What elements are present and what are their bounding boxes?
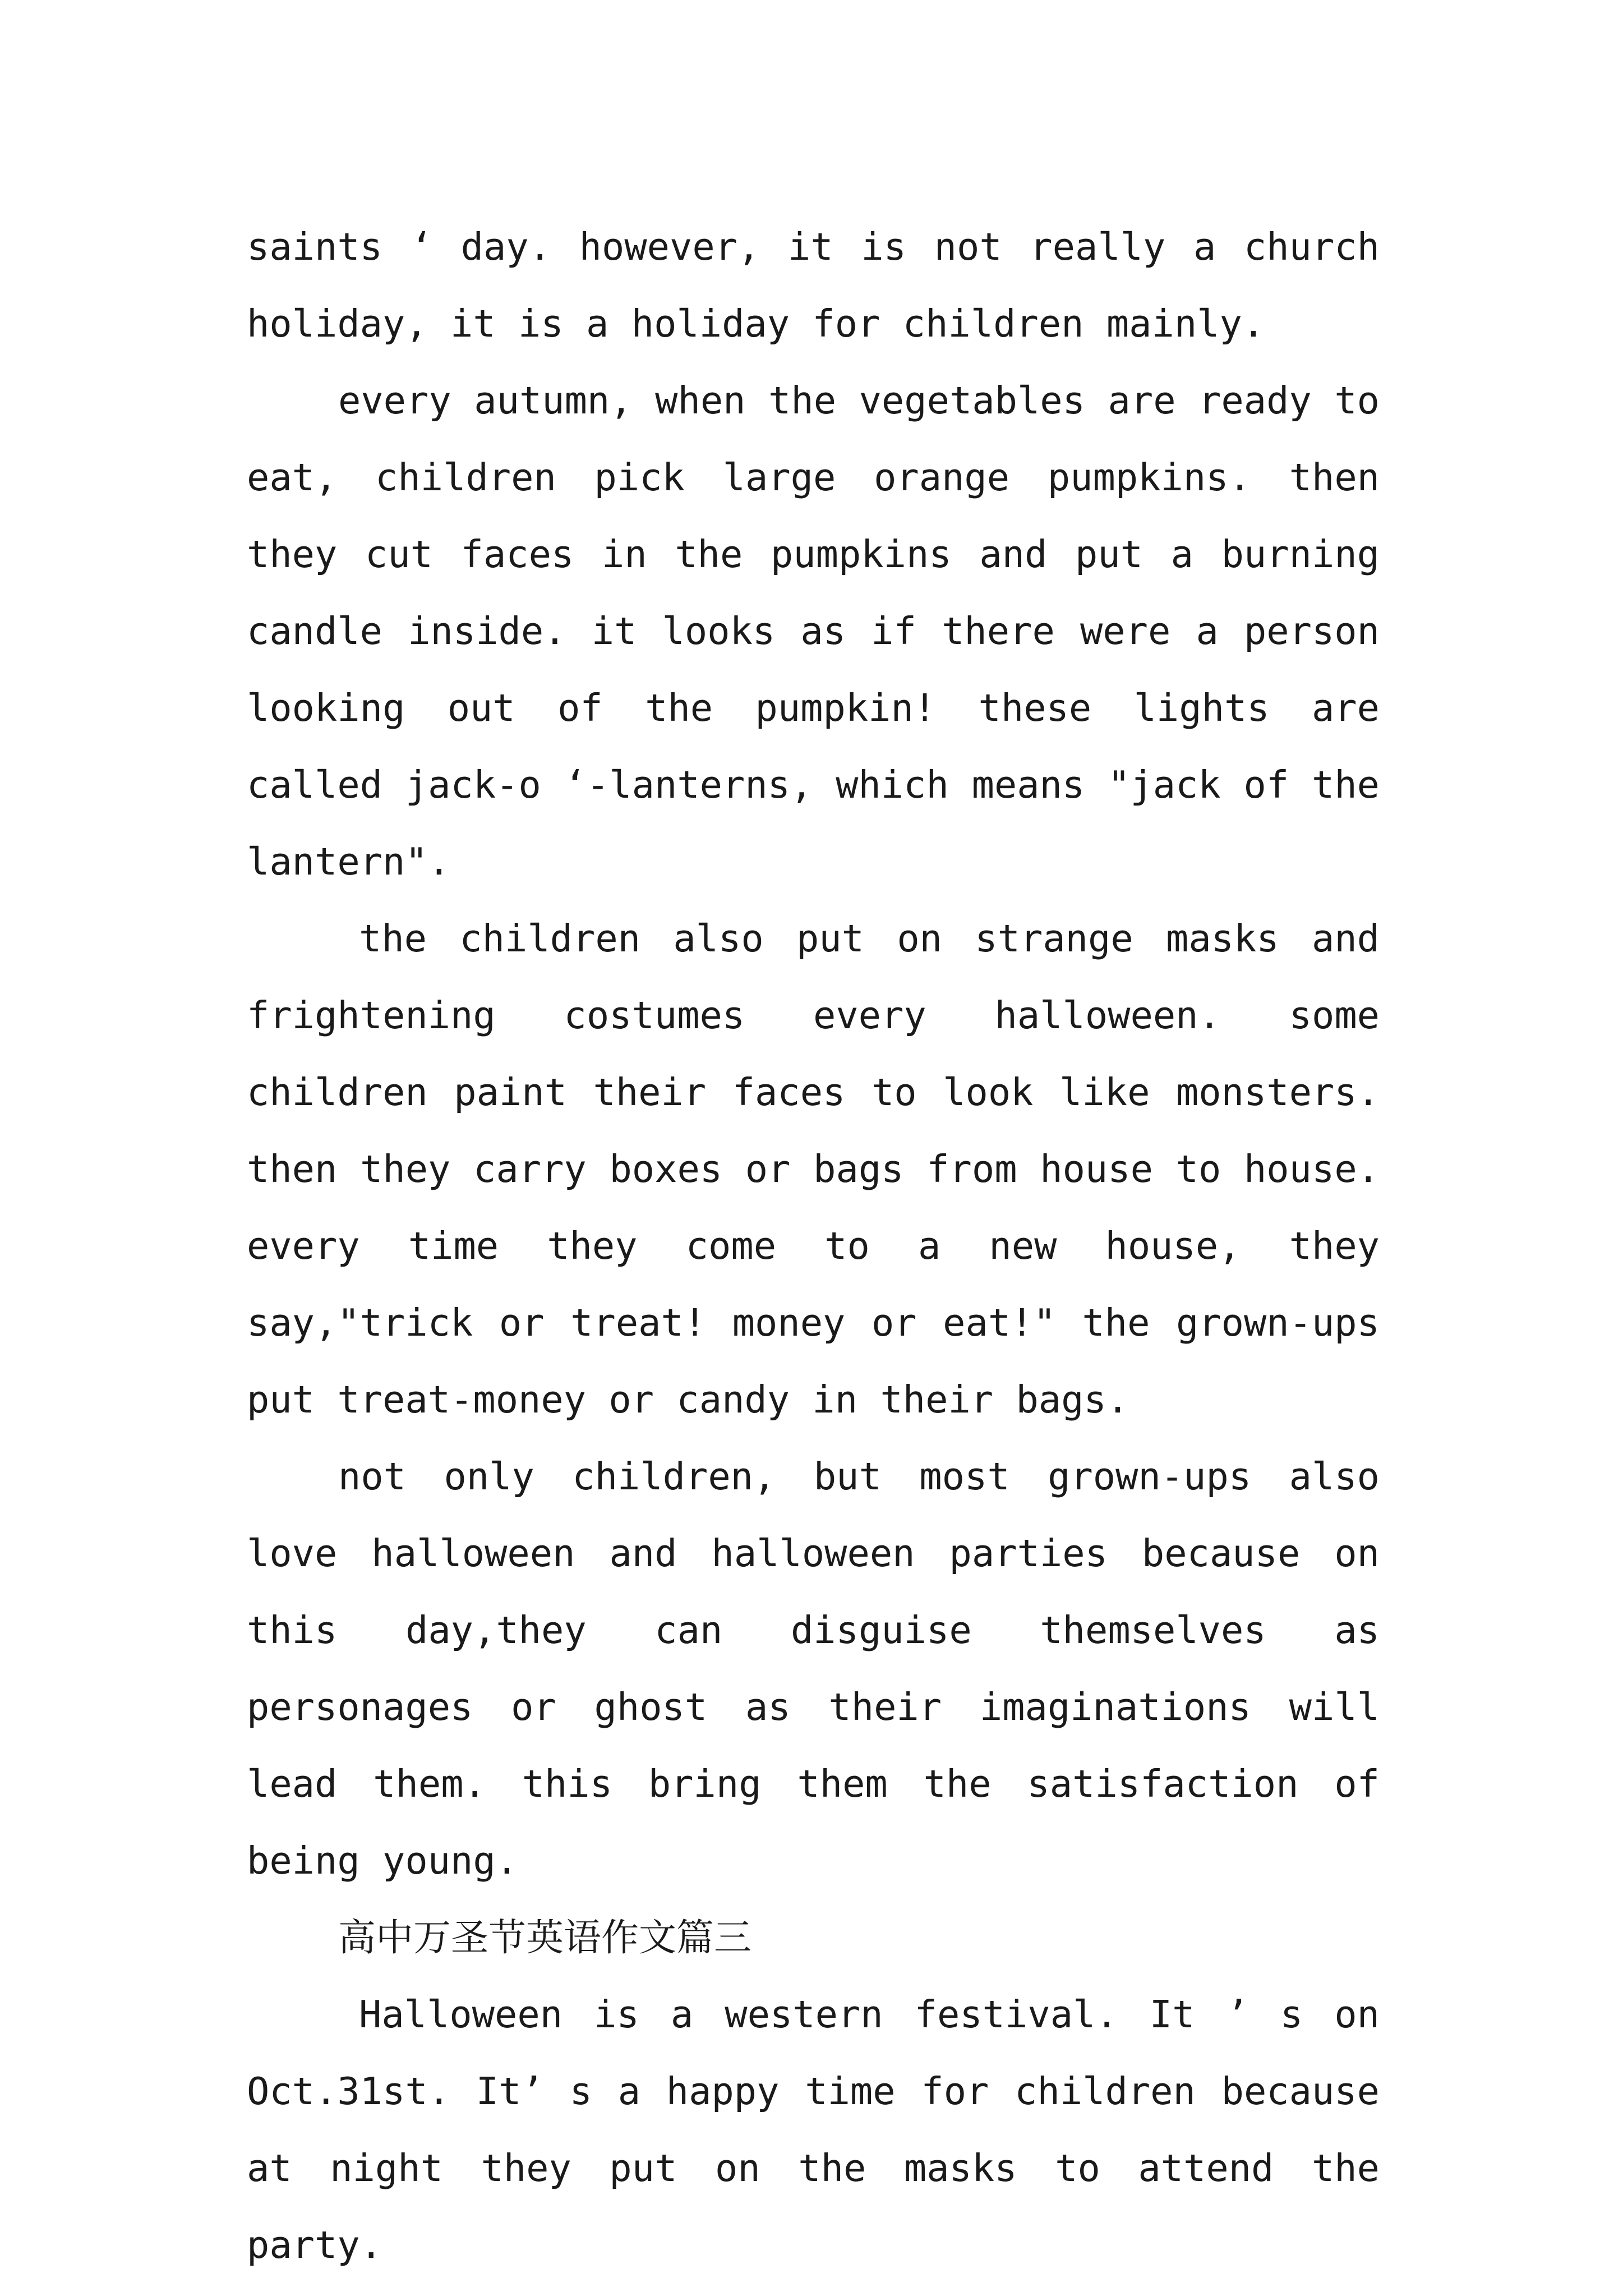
paragraph-pumpkins: every autumn, when the vegetables are ready to eat, children pick large orange pumpkins. then they cut faces in the pumpkins and put a burning candle inside. it looks as if there were a person looking out of the pumpkin! these lights are called jack-o ‘-lanterns, which means "jack of the lantern". xyxy=(247,379,1380,884)
paragraph-halloween-intro: Halloween is a western festival. It ’ s on Oct.31st. It’ s a happy time for children because at night they put on the masks to attend the party. xyxy=(247,1993,1380,2267)
paragraph-costumes: the children also put on strange masks and frightening costumes every halloween. some children paint their faces to look like monsters. then they carry boxes or bags from house to house. every time they come to a new house, they say,"trick or treat! money or eat!" the grown-ups put treat-money or candy in their bags. xyxy=(247,917,1380,1421)
document-body xyxy=(247,209,1380,2284)
paragraph-continuation: saints ‘ day. however, it is not really a church holiday, it is a holiday for children mainly. xyxy=(247,225,1380,346)
paragraph-grown-ups: not only children, but most grown-ups also love halloween and halloween parties because on this day,they can disguise themselves as personages or ghost as their imaginations will lead them. this bring them the satisfaction of being young. xyxy=(247,1455,1380,1883)
section-heading: 高中万圣节英语作文篇三 xyxy=(338,1916,751,1959)
